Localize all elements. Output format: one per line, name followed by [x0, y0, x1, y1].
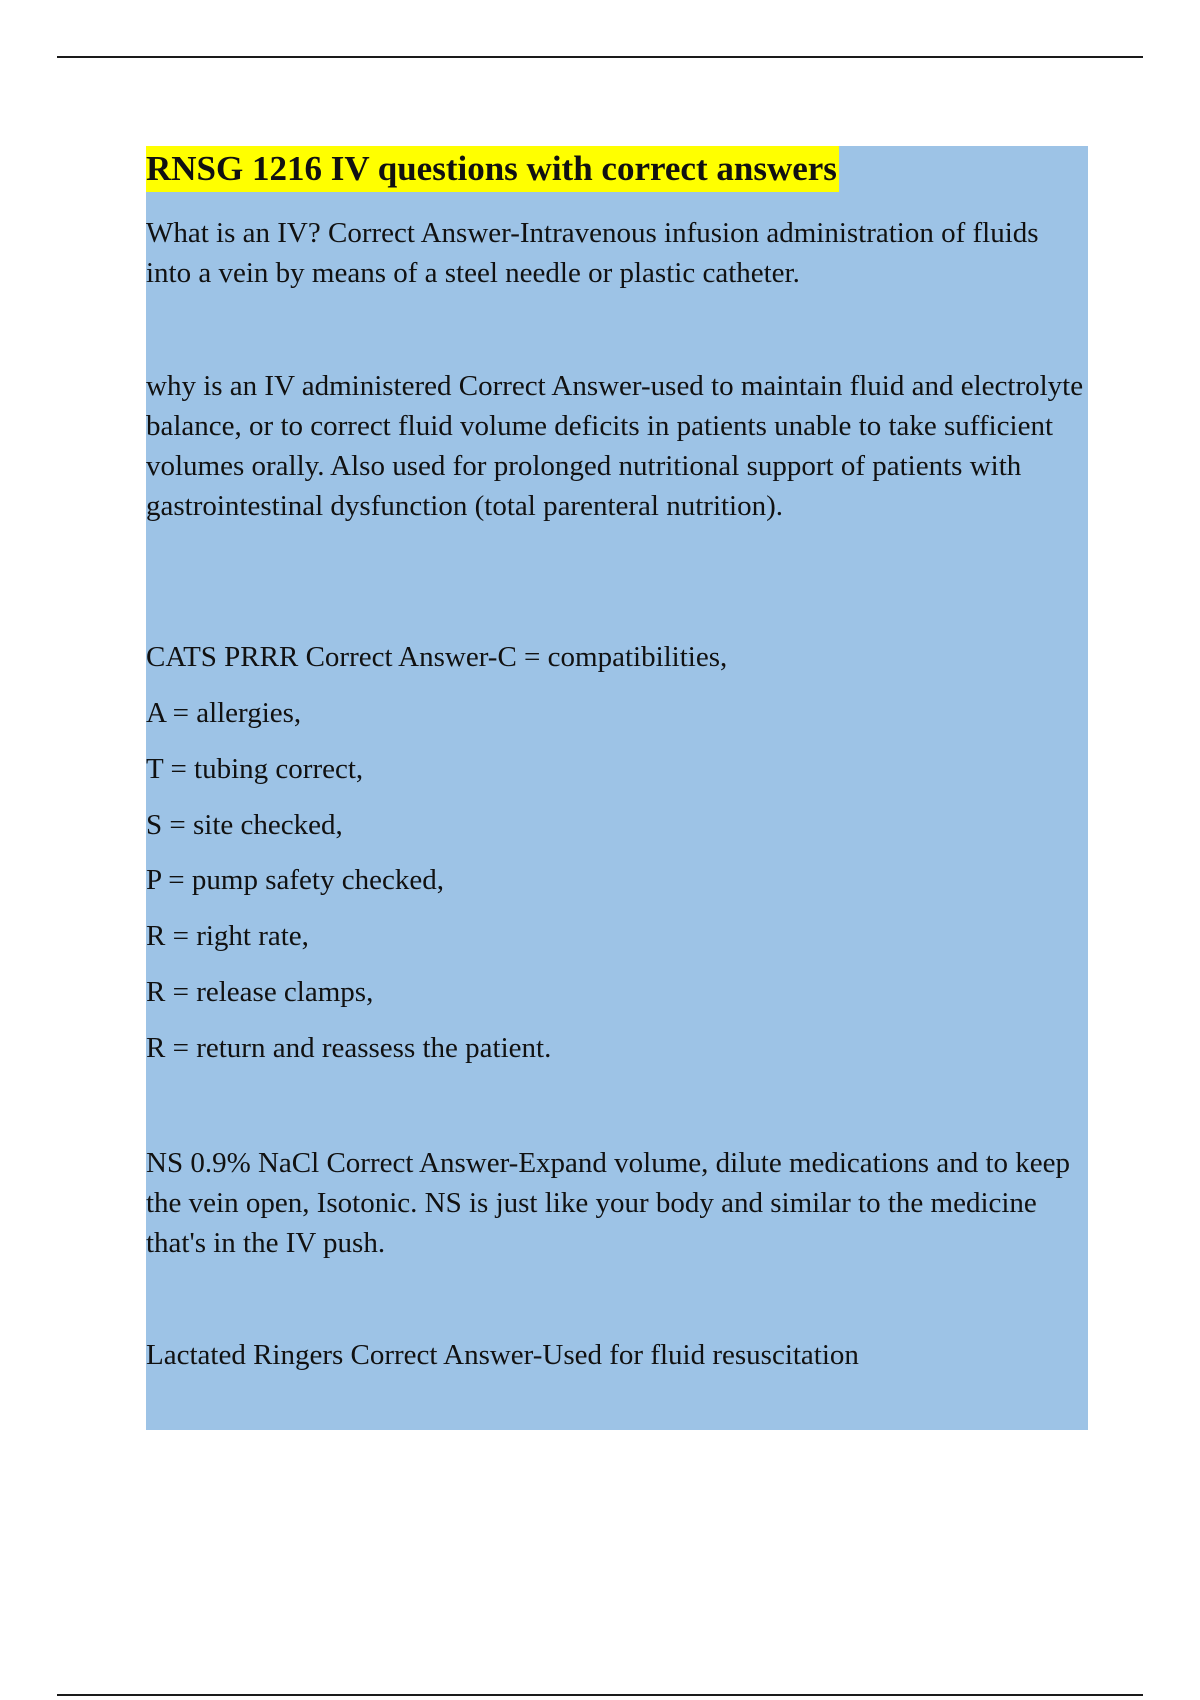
cats-line-r-rate: R = right rate,	[146, 920, 309, 952]
cats-line-r-clamps: R = release clamps,	[146, 976, 374, 1008]
cats-line-p: P = pump safety checked,	[146, 864, 444, 896]
document-title: RNSG 1216 IV questions with correct answers	[146, 146, 839, 192]
cats-line-r-reassess: R = return and reassess the patient.	[146, 1032, 552, 1064]
page-top-rule	[57, 56, 1143, 58]
cats-line-t: T = tubing correct,	[146, 753, 364, 785]
cats-line-s: S = site checked,	[146, 809, 343, 841]
qa-lactated-ringers: Lactated Ringers Correct Answer-Used for fluid resuscitation	[146, 1339, 859, 1371]
qa-ns-saline: NS 0.9% NaCl Correct Answer-Expand volume, dilute medications and to keep the vein open, Isotonic. NS is just like your body and similar to the medicine that's in the IV push.	[146, 1147, 1070, 1259]
qa-what-is-iv: What is an IV? Correct Answer-Intravenous infusion administration of fluids into a vein by means of a steel needle or plastic catheter.	[146, 217, 1039, 289]
qa-why-iv-administered: why is an IV administered Correct Answer-used to maintain fluid and electrolyte balance, or to correct fluid volume deficits in patients unable to take sufficient volumes orally. Also used for prolonged nutritional support of patients with gastrointestinal dysfunction (total parenteral nutrition).	[146, 370, 1084, 522]
page-bottom-rule	[57, 1694, 1143, 1696]
cats-line-c: CATS PRRR Correct Answer-C = compatibilities,	[146, 641, 728, 673]
cats-line-a: A = allergies,	[146, 697, 302, 729]
